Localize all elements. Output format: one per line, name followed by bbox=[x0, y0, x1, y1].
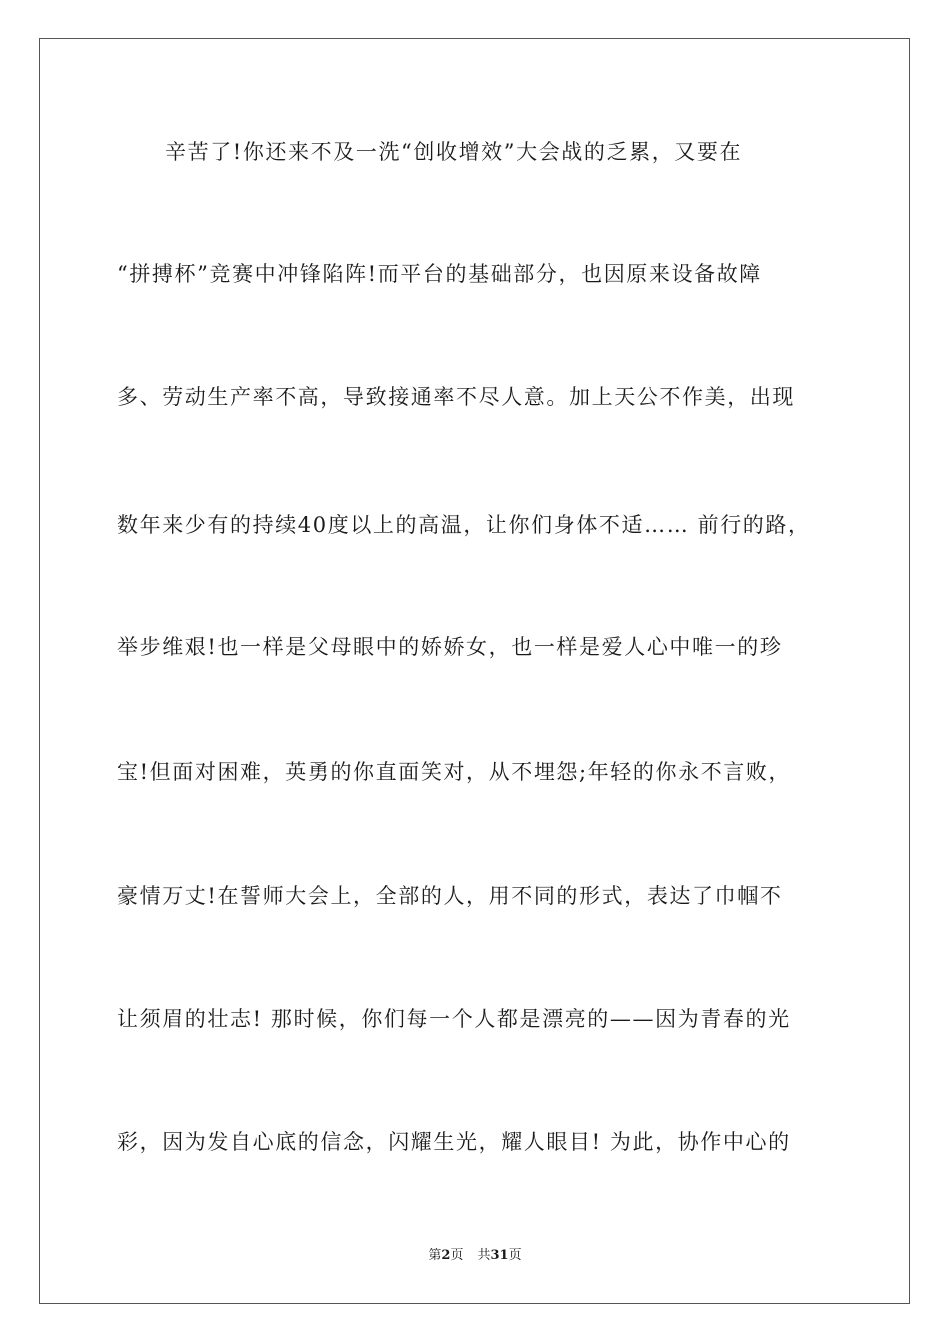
page-suffix: 页 bbox=[450, 1248, 464, 1263]
text-line-9: 彩，因为发自心底的信念，闪耀生光，耀人眼目! 为此，协作中心的 bbox=[117, 1130, 791, 1154]
text-line-4: 数年来少有的持续40度以上的高温，让你们身体不适…… 前行的路， bbox=[117, 513, 811, 537]
text-line-5: 举步维艰!也一样是父母眼中的娇娇女，也一样是爱人心中唯一的珍 bbox=[117, 635, 783, 659]
page-number: 2 bbox=[441, 1248, 451, 1263]
text-line-7: 豪情万丈!在誓师大会上，全部的人，用不同的形式，表达了巾帼不 bbox=[117, 884, 783, 908]
text-line-8: 让须眉的壮志! 那时候，你们每一个人都是漂亮的——因为青春的光 bbox=[117, 1007, 791, 1031]
total-prefix: 共 bbox=[477, 1248, 491, 1263]
page-prefix: 第 bbox=[428, 1248, 442, 1263]
text-line-6: 宝!但面对困难，英勇的你直面笑对，从不埋怨;年轻的你永不言败， bbox=[117, 760, 792, 784]
page-footer bbox=[0, 1247, 950, 1265]
text-line-3: 多、劳动生产率不高，导致接通率不尽人意。加上天公不作美，出现 bbox=[117, 385, 795, 409]
total-pages: 31 bbox=[490, 1248, 509, 1263]
total-suffix: 页 bbox=[508, 1248, 522, 1263]
text-line-1: 辛苦了!你还来不及一洗“创收增效”大会战的乏累，又要在 bbox=[165, 140, 743, 164]
text-line-2: “拼搏杯”竞赛中冲锋陷阵!而平台的基础部分，也因原来设备故障 bbox=[117, 262, 762, 286]
page-border bbox=[39, 38, 910, 1304]
